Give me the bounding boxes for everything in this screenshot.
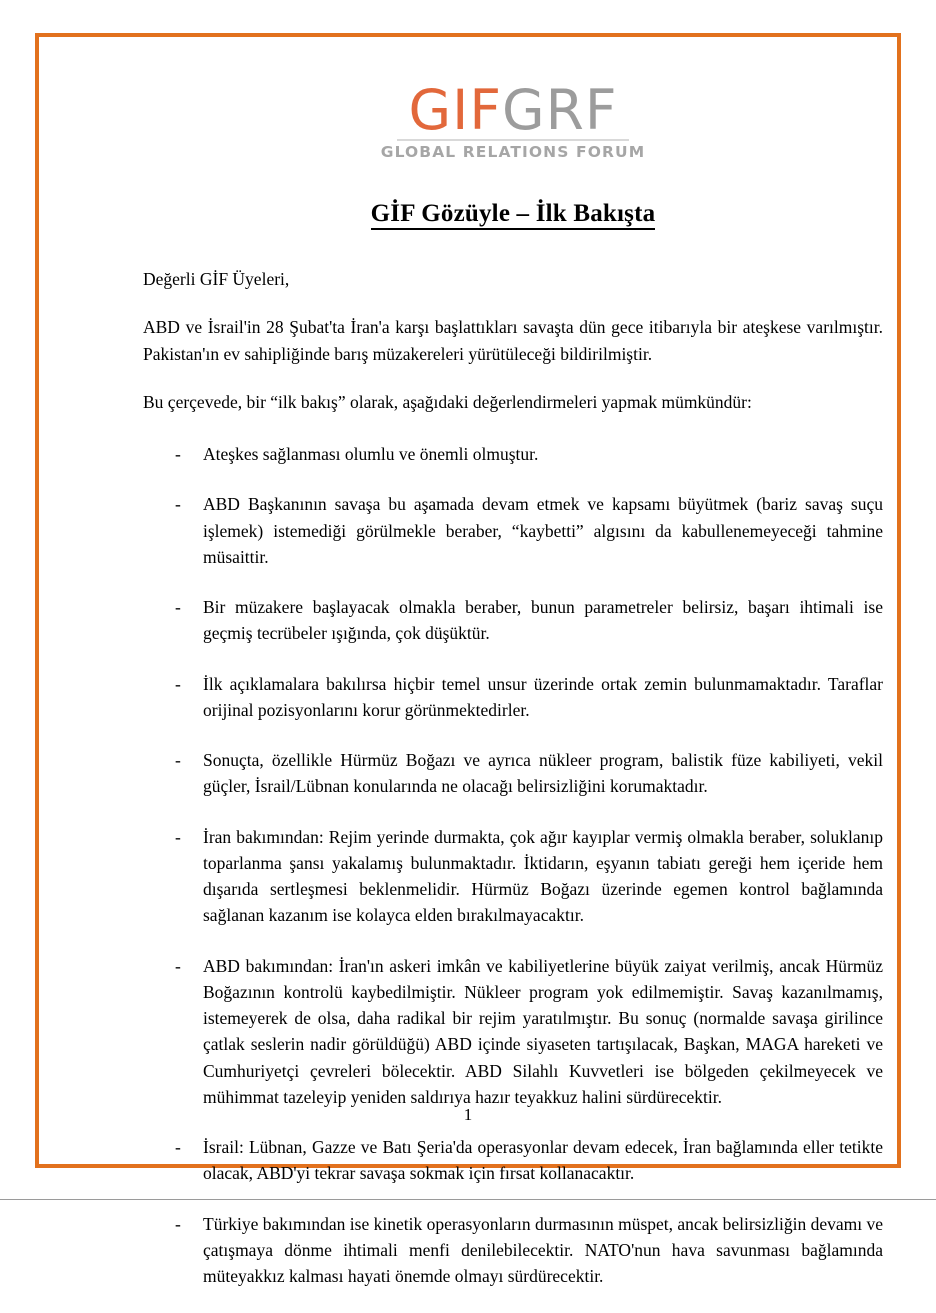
bullet-marker-icon: -	[175, 750, 181, 771]
logo-word-gif: GIF	[408, 78, 502, 142]
list-item	[143, 824, 883, 929]
list-item-text: İlk açıklamalara bakılırsa hiçbir temel unsur üzerinde ortak zemin bulunmamaktadır. Taraflar orijinal pozisyonlarını korur görünmektedirler.	[203, 673, 883, 720]
list-item	[143, 747, 883, 800]
bullet-marker-icon: -	[175, 494, 181, 515]
list-item-text: ABD Başkanının savaşa bu aşamada devam etmek ve kapsamı büyütmek (bariz savaş suçu işlemek) istemediği görülmekle beraber, “kaybetti” algısını da kabullenemeyeceği tahmine müsaittir.	[203, 494, 883, 567]
assessment-list	[143, 441, 883, 1289]
page-number: 1	[463, 1105, 473, 1124]
intro-paragraph-2: Bu çerçevede, bir “ilk bakış” olarak, aşağıdaki değerlendirmeleri yapmak mümkündür:	[143, 391, 752, 412]
bullet-marker-icon: -	[175, 1213, 181, 1234]
list-item	[143, 441, 883, 467]
list-item-text: Türkiye bakımından ise kinetik operasyonların durmasının müspet, ancak belirsizliğin devamı ve çatışmaya dönme ihtimali menfi denilebilecektir. NATO'nun hava savunması bağlamında müteyakkız kalması hayati önemde olmayı sürdürecektir.	[203, 1213, 883, 1287]
list-item-text: ABD bakımından: İran'ın askeri imkân ve kabiliyetlerine büyük zaiyat verilmiş, ancak Hürmüz Boğazının kontrolü kaybedilmiştir. Nükleer program yok edilmemiştir. Savaş kazanılmamış, istemeyerek de olsa, daha radikal bir rejim yaratılmıştır. Bu sonuç (normalde savaşa girilince çatlak seslerin nadir görüldüğü) ABD içinde siyaseten tartışılacak, Başkan, MAGA hareketi ve Cumhuriyetçi çevreleri bölecektir. ABD Silahlı Kuvvetleri ise bölgeden çekilmeyecek ve mühimmat tazeleyip yeniden saldırıya hazır teyakkuz halini sürdürecektir.	[203, 955, 883, 1107]
salutation: Değerli GİF Üyeleri,	[143, 269, 290, 290]
bullet-marker-icon: -	[175, 955, 181, 976]
list-item-text: İran bakımından: Rejim yerinde durmakta, çok ağır kayıplar vermiş olmakla beraber, soluklanıp toparlanma şansı yakalamış bulunmaktadır. İktidarın, eşyanın tabiatı gereği hem içeride hem dışarıda sertleşmesi beklenmelidir. Hürmüz Boğazı üzerinde egemen kontrol bağlamında sağlanan kazanım ise kolayca elden bırakılmayacaktır.	[203, 826, 883, 926]
page-title-text: GİF Gözüyle – İlk Bakışta	[371, 200, 656, 230]
list-item	[143, 491, 883, 570]
list-item	[143, 594, 883, 647]
bullet-marker-icon: -	[175, 826, 181, 847]
page-title	[143, 199, 883, 229]
list-item-text: Sonuçta, özellikle Hürmüz Boğazı ve ayrıca nükleer program, balistik füze kabiliyeti, vekil güçler, İsrail/Lübnan konularında ne olacağı belirsizliğini korumaktadır.	[203, 750, 883, 797]
bullet-marker-icon: -	[175, 673, 181, 694]
logo-wordmark	[408, 78, 618, 142]
logo-tagline: GLOBAL RELATIONS FORUM	[380, 143, 646, 161]
list-item-text: Ateşkes sağlanması olumlu ve önemli olmuştur.	[203, 444, 539, 465]
list-item-text: İsrail: Lübnan, Gazze ve Batı Şeria'da operasyonlar devam edecek, İran bağlamında eller tetikte olacak, ABD'yi tekrar savaşa sokmak için fırsat kollanacaktır.	[203, 1137, 883, 1184]
list-item	[143, 1211, 883, 1290]
logo-word-grf: GRF	[502, 78, 618, 142]
document-content	[143, 78, 883, 1313]
bullet-marker-icon: -	[175, 597, 181, 618]
list-item	[143, 671, 883, 724]
list-item	[143, 1134, 883, 1187]
list-item-text: Bir müzakere başlayacak olmakla beraber, bunun parametreler belirsiz, başarı ihtimali ise geçmiş tecrübeler ışığında, çok düşüktür.	[203, 597, 883, 644]
intro-paragraph-1: ABD ve İsrail'in 28 Şubat'ta İran'a karşı başlattıkları savaşta dün gece itibarıyla bir ateşkese varılmıştır. Pakistan'ın ev sahipliğinde barış müzakereleri yürütüleceği bildirilmiştir.	[143, 317, 883, 364]
bullet-marker-icon: -	[175, 1137, 181, 1158]
decorative-page-border	[35, 33, 901, 1287]
bullet-marker-icon: -	[175, 444, 181, 465]
viewer-gutter	[0, 1200, 936, 1210]
list-item	[143, 953, 883, 1111]
gif-logo	[143, 78, 883, 161]
